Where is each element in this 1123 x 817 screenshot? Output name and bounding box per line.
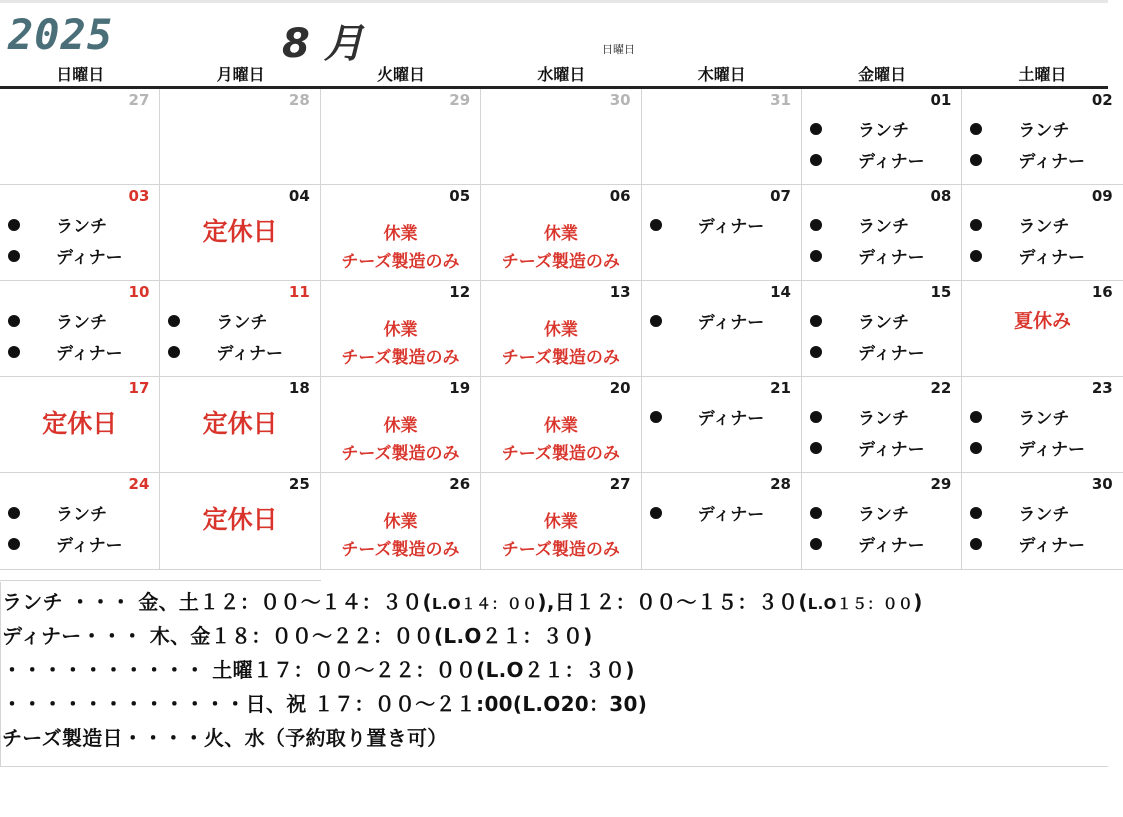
calendar-day-cell	[481, 473, 641, 570]
cheese-production-label: 休業 チーズ製造のみ	[341, 512, 460, 560]
weekday-label: 火曜日	[376, 65, 425, 84]
day-number: 21	[770, 379, 791, 397]
lunch-service: ランチ	[8, 212, 107, 237]
business-hours-notes	[2, 587, 923, 757]
bullet-icon	[810, 442, 822, 454]
calendar-day-cell	[642, 185, 802, 281]
day-number: 03	[128, 187, 150, 205]
weekday-label: 木曜日	[697, 65, 746, 84]
calendar-day-cell	[0, 281, 160, 377]
lunch-service: ランチ	[168, 308, 267, 333]
day-number: 30	[1091, 475, 1113, 493]
day-number: 20	[609, 379, 631, 397]
dinner-service: ディナー	[970, 243, 1085, 268]
calendar-day-cell	[0, 377, 160, 473]
calendar-day-cell	[802, 473, 962, 570]
calendar-day-cell	[481, 377, 641, 473]
bullet-icon	[970, 154, 982, 166]
bullet-icon	[650, 411, 662, 423]
closed-day-label: 定休日	[202, 217, 278, 246]
dinner-service: ディナー	[650, 500, 765, 525]
calendar-day-cell	[802, 89, 962, 185]
weekday-label: 土曜日	[1018, 65, 1067, 84]
saturday-hours-note: ・・・・・・・・・・ 土曜１７：００～２２：００(L.O２１：３０)	[2, 658, 635, 682]
bullet-icon	[810, 315, 822, 327]
lunch-service: ランチ	[8, 500, 107, 525]
calendar-week-row	[0, 89, 1123, 185]
bullet-icon	[8, 315, 20, 327]
calendar-day-cell	[962, 89, 1122, 185]
dinner-service: ディナー	[970, 531, 1085, 556]
day-number: 29	[449, 91, 471, 109]
day-number: 04	[288, 187, 310, 205]
dinner-service: ディナー	[810, 531, 925, 556]
notes-left-border	[0, 582, 1, 767]
cheese-production-label: 休業 チーズ製造のみ	[501, 224, 620, 272]
cheese-day-note: チーズ製造日・・・・火、水（予約取り置き可）	[2, 726, 448, 750]
calendar-day-cell	[802, 377, 962, 473]
day-number: 01	[930, 91, 952, 109]
bullet-icon	[970, 250, 982, 262]
day-number: 23	[1091, 379, 1113, 397]
weekday-header-row	[0, 62, 1123, 84]
day-number: 15	[930, 283, 952, 301]
bullet-icon	[810, 219, 822, 231]
bullet-icon	[810, 507, 822, 519]
day-number: 28	[770, 475, 791, 493]
dinner-service: ディナー	[8, 531, 123, 556]
dinner-service: ディナー	[168, 339, 283, 364]
day-number: 13	[609, 283, 631, 301]
bullet-icon	[810, 123, 822, 135]
day-number: 09	[1091, 187, 1113, 205]
calendar-day-cell	[642, 377, 802, 473]
bullet-icon	[810, 411, 822, 423]
bullet-icon	[650, 507, 662, 519]
bullet-icon	[8, 219, 20, 231]
bullet-icon	[810, 250, 822, 262]
bullet-icon	[970, 538, 982, 550]
day-number: 16	[1091, 283, 1113, 301]
dinner-service: ディナー	[970, 435, 1085, 460]
summer-break-label: 夏休み	[1014, 310, 1072, 332]
calendar-day-cell	[0, 89, 160, 185]
day-number: 10	[128, 283, 150, 301]
dinner-hours-note: ディナー・・・ 木、金１８：００～２２：００(L.O２１：３０)	[2, 624, 593, 648]
calendar-day-cell	[0, 185, 160, 281]
lunch-service: ランチ	[970, 500, 1069, 525]
small-day-label: 日曜日	[602, 43, 635, 56]
bullet-icon	[650, 315, 662, 327]
day-number: 02	[1091, 91, 1113, 109]
calendar-day-cell	[160, 473, 320, 570]
day-number: 07	[770, 187, 791, 205]
day-number: 11	[288, 283, 310, 301]
bullet-icon	[168, 315, 180, 327]
bullet-icon	[8, 538, 20, 550]
dinner-service: ディナー	[810, 147, 925, 172]
bullet-icon	[970, 411, 982, 423]
bullet-icon	[810, 538, 822, 550]
dinner-service: ディナー	[810, 243, 925, 268]
bullet-icon	[970, 442, 982, 454]
dinner-service: ディナー	[8, 243, 123, 268]
closed-day-label: 定休日	[202, 409, 278, 438]
day-number: 19	[449, 379, 471, 397]
footer-divider	[0, 766, 1108, 767]
lunch-service: ランチ	[970, 404, 1069, 429]
weekday-label: 月曜日	[216, 65, 265, 84]
dinner-service: ディナー	[970, 147, 1085, 172]
calendar-day-cell	[0, 473, 160, 570]
dinner-service: ディナー	[810, 339, 925, 364]
day-number: 08	[930, 187, 952, 205]
calendar-day-cell	[962, 473, 1122, 570]
cheese-production-label: 休業 チーズ製造のみ	[341, 416, 460, 464]
lunch-service: ランチ	[810, 404, 909, 429]
day-number: 29	[930, 475, 952, 493]
top-border	[0, 0, 1108, 3]
day-number: 27	[609, 475, 631, 493]
dinner-service: ディナー	[650, 404, 765, 429]
cheese-production-label: 休業 チーズ製造のみ	[501, 320, 620, 368]
calendar-week-row	[0, 473, 1123, 570]
bullet-icon	[810, 154, 822, 166]
calendar-week-row	[0, 377, 1123, 473]
lunch-service: ランチ	[810, 500, 909, 525]
day-number: 24	[128, 475, 150, 493]
lunch-service: ランチ	[970, 212, 1069, 237]
cheese-production-label: 休業 チーズ製造のみ	[501, 416, 620, 464]
lunch-service: ランチ	[810, 308, 909, 333]
dinner-service: ディナー	[650, 212, 765, 237]
day-number: 27	[128, 91, 150, 109]
bullet-icon	[970, 123, 982, 135]
calendar-grid	[0, 89, 1123, 570]
calendar-day-cell	[160, 281, 320, 377]
dinner-service: ディナー	[810, 435, 925, 460]
calendar-day-cell	[962, 377, 1122, 473]
calendar-day-cell	[321, 185, 481, 281]
bullet-icon	[810, 346, 822, 358]
day-number: 18	[288, 379, 310, 397]
calendar-day-cell	[802, 185, 962, 281]
dinner-service: ディナー	[650, 308, 765, 333]
day-number: 25	[288, 475, 310, 493]
lunch-service: ランチ	[970, 116, 1069, 141]
calendar-day-cell	[321, 281, 481, 377]
bullet-icon	[8, 346, 20, 358]
day-number: 28	[288, 91, 310, 109]
calendar-year: 2025	[8, 10, 114, 59]
calendar-day-cell	[642, 473, 802, 570]
lunch-hours-note: ランチ ・・・ 金、土１２：００～１４：３０(L.O１４：００),日１２：００～１５：３０(L.O１５：００)	[2, 590, 923, 614]
bullet-icon	[970, 507, 982, 519]
lunch-service: ランチ	[810, 116, 909, 141]
calendar-day-cell	[160, 89, 320, 185]
day-number: 31	[770, 91, 791, 109]
calendar-day-cell	[802, 281, 962, 377]
calendar-month: 8 月	[282, 21, 364, 67]
dinner-service: ディナー	[8, 339, 123, 364]
sunday-holiday-hours-note: ・・・・・・・・・・・・日、祝 １７：００～２１:00(L.O20：30)	[2, 692, 648, 716]
closed-day-label: 定休日	[202, 505, 278, 534]
calendar-week-row	[0, 281, 1123, 377]
calendar-week-row	[0, 185, 1123, 281]
cheese-production-label: 休業 チーズ製造のみ	[341, 320, 460, 368]
calendar-day-cell	[642, 281, 802, 377]
bullet-icon	[168, 346, 180, 358]
weekday-label: 水曜日	[537, 65, 586, 84]
day-number: 30	[609, 91, 631, 109]
day-number: 14	[770, 283, 791, 301]
calendar-day-cell	[962, 281, 1122, 377]
day-number: 05	[449, 187, 471, 205]
weekday-label: 金曜日	[858, 65, 907, 84]
weekday-label: 日曜日	[56, 65, 105, 84]
lunch-service: ランチ	[810, 212, 909, 237]
calendar-day-cell	[321, 473, 481, 570]
closed-day-label: 定休日	[42, 409, 118, 438]
calendar-day-cell	[481, 185, 641, 281]
calendar-day-cell	[642, 89, 802, 185]
day-number: 12	[449, 283, 471, 301]
calendar-day-cell	[481, 281, 641, 377]
calendar-day-cell	[321, 377, 481, 473]
calendar-day-cell	[160, 377, 320, 473]
cheese-production-label: 休業 チーズ製造のみ	[341, 224, 460, 272]
grid-bottom-line	[0, 580, 321, 581]
bullet-icon	[8, 250, 20, 262]
bullet-icon	[650, 219, 662, 231]
calendar-day-cell	[481, 89, 641, 185]
bullet-icon	[970, 219, 982, 231]
cheese-production-label: 休業 チーズ製造のみ	[501, 512, 620, 560]
lunch-service: ランチ	[8, 308, 107, 333]
calendar-day-cell	[321, 89, 481, 185]
day-number: 06	[609, 187, 631, 205]
bullet-icon	[8, 507, 20, 519]
day-number: 26	[449, 475, 471, 493]
calendar-day-cell	[962, 185, 1122, 281]
day-number: 17	[128, 379, 150, 397]
day-number: 22	[930, 379, 952, 397]
calendar-day-cell	[160, 185, 320, 281]
